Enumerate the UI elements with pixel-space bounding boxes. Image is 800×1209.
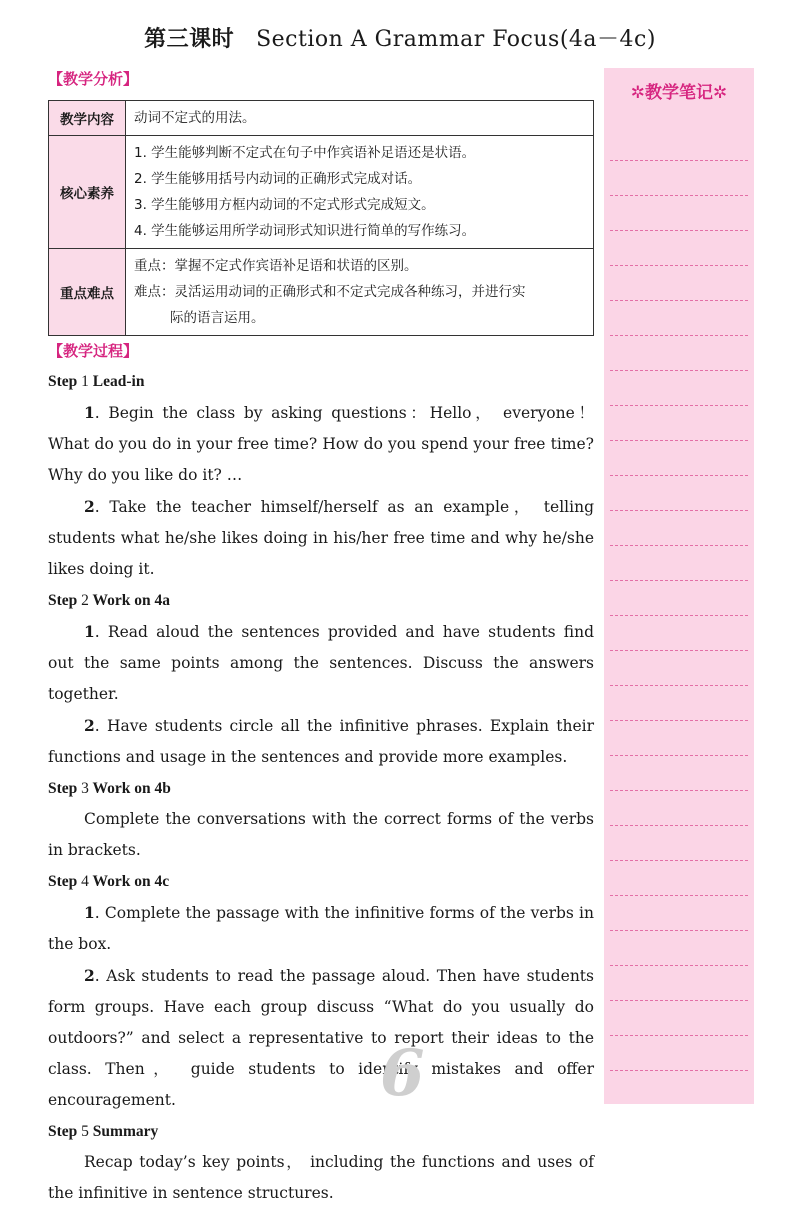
step-heading — [48, 585, 594, 616]
page-number: 6 — [380, 1036, 425, 1111]
step-name: Summary — [92, 1123, 159, 1140]
para-text: . Take the teacher himself/herself as an example， telling students what he/she likes doing in his/her free time and why he/she likes doing it. — [48, 498, 594, 578]
step-number: 1 — [81, 373, 89, 390]
row-label: 重点难点 — [49, 249, 126, 336]
step-name: Work on 4c — [92, 873, 170, 890]
step-name: Lead-in — [92, 373, 145, 390]
para-text: . Read aloud the sentences provided and have students find out the same points among the sentences. Discuss the answers together. — [48, 623, 594, 703]
para-number: 2 — [84, 497, 95, 516]
step-number: 2 — [81, 592, 89, 609]
row-content — [126, 101, 594, 136]
para-number: 2 — [84, 966, 95, 985]
content-line: 1. 学生能够判断不定式在句子中作宾语补足语还是状语。 — [134, 145, 476, 161]
content-line: 难点：灵活运用动词的正确形式和不定式完成各种练习，并进行实 — [134, 284, 526, 300]
para-number: 2 — [84, 716, 95, 735]
content-line: 4. 学生能够运用所学动词形式知识进行简单的写作练习。 — [134, 223, 476, 239]
para-number: 1 — [84, 403, 95, 422]
row-label: 核心素养 — [49, 136, 126, 249]
step-number: 5 — [81, 1123, 89, 1140]
para-text: . Have students circle all the infinitive phrases. Explain their functions and usage in the sentences and provide more examples. — [48, 717, 594, 766]
step-name: Work on 4a — [92, 592, 171, 609]
step-paragraph — [48, 616, 594, 710]
step-paragraph — [48, 491, 594, 585]
content-line: 重点：掌握不定式作宾语补足语和状语的区别。 — [134, 258, 418, 274]
para-text: . Begin the class by asking questions：Hello， everyone！ What do you do in your free time? How do you spend your free time? Why do you like do it? … — [48, 404, 594, 484]
para-text: . Complete the passage with the infinitive forms of the verbs in the box. — [48, 904, 594, 953]
notes-ruled-lines — [610, 126, 748, 1104]
step-paragraph — [48, 804, 594, 866]
content-line: 动词不定式的用法。 — [134, 110, 256, 126]
notes-title: ✲教学笔记✲ — [630, 83, 728, 103]
analysis-table — [48, 100, 594, 336]
para-text: . Ask students to read the passage aloud. Then have students form groups. Have each group discuss “What do you usually do outdoors?” and select a representative to report their ideas to the class. Then， guide students to identify mistakes and offer encouragement. — [48, 967, 594, 1109]
step-number: 4 — [81, 873, 89, 890]
step-prefix: Step — [48, 780, 78, 797]
process-body — [48, 366, 594, 1209]
table-row — [49, 136, 594, 249]
process-heading: 【教学过程】 — [48, 342, 139, 360]
step-paragraph — [48, 897, 594, 960]
table-row — [49, 101, 594, 136]
lesson-section: Section A Grammar Focus(4a－4c) — [256, 27, 656, 52]
para-text: Complete the conversations with the correct forms of the verbs in brackets. — [48, 810, 594, 859]
row-label: 教学内容 — [49, 101, 126, 136]
step-paragraph — [48, 960, 594, 1116]
step-paragraph — [48, 397, 594, 491]
step-prefix: Step — [48, 592, 78, 609]
analysis-heading: 【教学分析】 — [48, 70, 139, 88]
content-line: 际的语言运用。 — [170, 310, 265, 326]
step-prefix: Step — [48, 873, 78, 890]
row-content — [126, 136, 594, 249]
para-number: 1 — [84, 903, 95, 922]
step-prefix: Step — [48, 373, 78, 390]
lesson-number: 第三课时 — [144, 26, 235, 52]
page-title — [0, 22, 800, 53]
step-heading — [48, 773, 594, 804]
content-line: 2. 学生能够用括号内动词的正确形式完成对话。 — [134, 171, 422, 187]
step-name: Work on 4b — [92, 780, 171, 797]
teaching-notes-panel — [604, 68, 754, 1104]
step-paragraph — [48, 710, 594, 773]
para-text: Recap today’s key points， including the functions and uses of the infinitive in sentence structures. — [48, 1153, 594, 1202]
content-line: 3. 学生能够用方框内动词的不定式形式完成短文。 — [134, 197, 435, 213]
row-content — [126, 249, 594, 336]
step-paragraph — [48, 1147, 594, 1209]
step-heading — [48, 366, 594, 397]
step-heading — [48, 866, 594, 897]
step-prefix: Step — [48, 1123, 78, 1140]
step-number: 3 — [81, 780, 89, 797]
para-number: 1 — [84, 622, 95, 641]
table-row — [49, 249, 594, 336]
